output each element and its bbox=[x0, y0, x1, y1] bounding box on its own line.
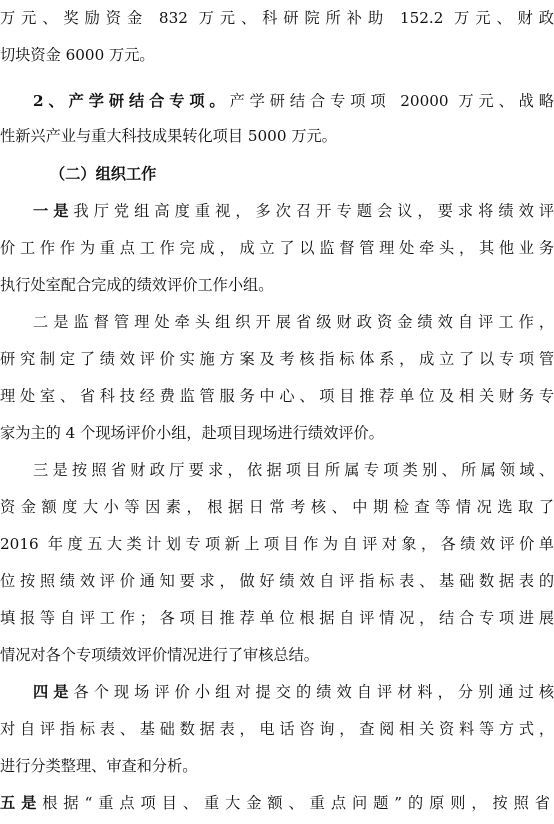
paragraph-industry-research bbox=[0, 89, 554, 113]
text-line-9: 监督管理处牵头组织开展省级财政资金绩效自评工作， bbox=[73, 313, 554, 331]
text-line-3: 产学研结合专项项 20000 万元、战略 bbox=[229, 92, 554, 110]
paragraph-fifth bbox=[0, 791, 554, 815]
paragraph-first bbox=[0, 199, 554, 223]
paragraph-third bbox=[0, 458, 554, 482]
text-line-16: 位按照绩效评价通知要求，做好绩效自评指标表、基础数据表的 bbox=[0, 572, 554, 590]
text-line-15: 2016 年度五大类计划专项新上项目作为自评对象，各绩效评价单 bbox=[0, 535, 554, 553]
text-line-6: 我厅党组高度重视，多次召开专题会议，要求将绩效评 bbox=[73, 202, 554, 220]
text-line-2: 切块资金 6000 万元。 bbox=[0, 46, 155, 64]
section-label-industry-research: 2、产学研结合专项。 bbox=[33, 92, 230, 110]
text-line-12: 家为主的 4 个现场评价小组，赴项目现场进行绩效评价。 bbox=[0, 424, 384, 442]
text-line-14: 资金额度大小等因素，根据日常考核、中期检查等情况选取了 bbox=[0, 498, 554, 516]
label-first: 一是 bbox=[33, 202, 74, 220]
paragraph-fourth bbox=[0, 680, 554, 704]
text-line-10: 研究制定了绩效评价实施方案及考核指标体系，成立了以专项管 bbox=[0, 350, 554, 368]
text-line-18: 情况对各个专项绩效评价情况进行了审核总结。 bbox=[0, 646, 319, 664]
text-line-17: 填报等自评工作；各项目推荐单位根据自评情况，结合专项进展 bbox=[0, 609, 554, 627]
label-fourth: 四是 bbox=[33, 683, 74, 701]
label-third: 三是 bbox=[33, 461, 72, 479]
paragraph-second bbox=[0, 310, 554, 334]
text-line-8: 执行处室配合完成的绩效评价工作小组。 bbox=[0, 276, 274, 294]
text-line-20: 对自评指标表、基础数据表，电话咨询，查阅相关资料等方式， bbox=[0, 720, 554, 738]
section-heading-organization: （二）组织工作 bbox=[50, 165, 157, 183]
label-fifth: 五是 bbox=[0, 794, 43, 812]
text-line-11: 理处室、省科技经费监管服务中心、项目推荐单位及相关财务专 bbox=[0, 387, 554, 405]
text-line-13: 按照省财政厅要求，依据项目所属专项类别、所属领域、 bbox=[71, 461, 554, 479]
text-line-7: 价工作作为重点工作完成，成立了以监督管理处牵头，其他业务 bbox=[0, 239, 554, 257]
text-line-4: 性新兴产业与重大科技成果转化项目 5000 万元。 bbox=[0, 127, 337, 145]
text-line-19: 各个现场评价小组对提交的绩效自评材料，分别通过核 bbox=[73, 683, 554, 701]
text-line-1: 万元、奖励资金 832 万元、科研院所补助 152.2 万元、财政 bbox=[0, 9, 554, 27]
label-second: 二是 bbox=[33, 313, 74, 331]
text-line-22: 根据“重点项目、重大金额、重点问题”的原则，按照省 bbox=[42, 794, 550, 812]
text-line-21: 进行分类整理、审查和分析。 bbox=[0, 757, 198, 775]
